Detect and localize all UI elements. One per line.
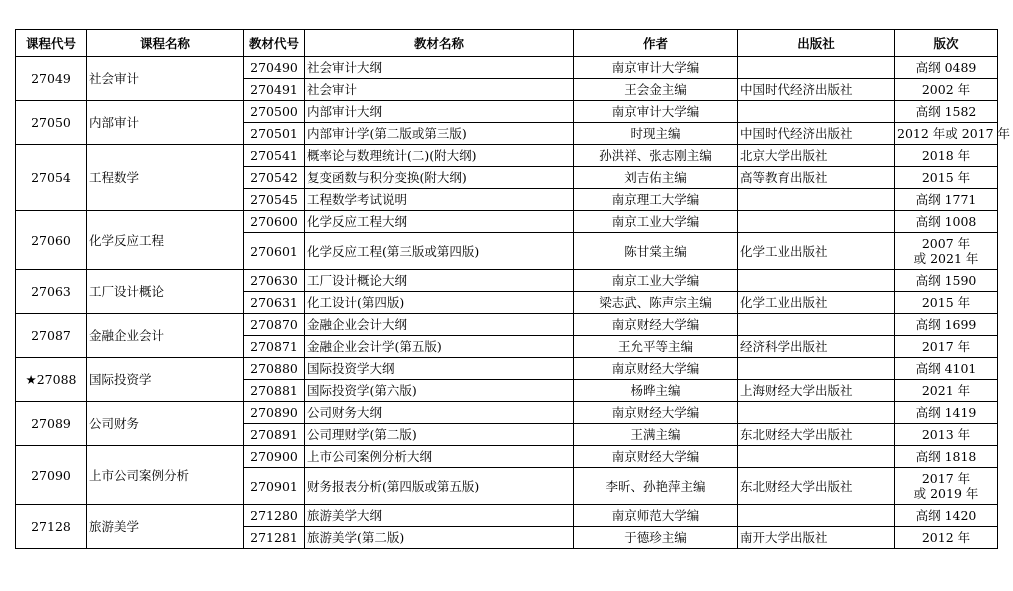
book-author: 南京财经大学编	[574, 314, 738, 336]
book-title: 社会审计	[305, 79, 574, 101]
book-author: 南京工业大学编	[574, 211, 738, 233]
book-author: 王允平等主编	[574, 336, 738, 358]
book-publisher	[738, 505, 895, 527]
book-edition: 2012 年或 2017 年	[895, 123, 998, 145]
book-edition: 高纲 1420	[895, 505, 998, 527]
table-row	[16, 57, 998, 79]
book-publisher	[738, 358, 895, 380]
book-code: 270491	[244, 79, 305, 101]
book-publisher	[738, 189, 895, 211]
book-code: 270900	[244, 446, 305, 468]
book-title: 化工设计(第四版)	[305, 292, 574, 314]
table-row	[16, 211, 998, 233]
course-code: 27054	[16, 145, 87, 211]
book-author: 杨晔主编	[574, 380, 738, 402]
header-book-code: 教材代号	[244, 30, 305, 57]
table-row	[16, 505, 998, 527]
book-publisher	[738, 57, 895, 79]
course-name: 内部审计	[87, 101, 244, 145]
book-edition: 高纲 1590	[895, 270, 998, 292]
book-title: 公司财务大纲	[305, 402, 574, 424]
book-publisher: 上海财经大学出版社	[738, 380, 895, 402]
book-code: 270630	[244, 270, 305, 292]
book-edition: 2002 年	[895, 79, 998, 101]
book-title: 旅游美学(第二版)	[305, 527, 574, 549]
book-author: 刘吉佑主编	[574, 167, 738, 189]
header-book-title: 教材名称	[305, 30, 574, 57]
book-title: 金融企业会计学(第五版)	[305, 336, 574, 358]
book-author: 于德珍主编	[574, 527, 738, 549]
book-code: 270871	[244, 336, 305, 358]
book-code: 271281	[244, 527, 305, 549]
book-title: 复变函数与积分变换(附大纲)	[305, 167, 574, 189]
book-edition: 2021 年	[895, 380, 998, 402]
course-name: 工厂设计概论	[87, 270, 244, 314]
book-code: 270880	[244, 358, 305, 380]
course-code: 27063	[16, 270, 87, 314]
edition-line: 2017 年	[921, 471, 971, 486]
book-edition: 高纲 1582	[895, 101, 998, 123]
book-author: 南京师范大学编	[574, 505, 738, 527]
table-row	[16, 101, 998, 123]
book-code: 271280	[244, 505, 305, 527]
book-publisher: 南开大学出版社	[738, 527, 895, 549]
course-name: 化学反应工程	[87, 211, 244, 270]
book-edition: 2018 年	[895, 145, 998, 167]
book-publisher: 中国时代经济出版社	[738, 123, 895, 145]
book-publisher: 化学工业出版社	[738, 292, 895, 314]
table-row	[16, 314, 998, 336]
header-edition: 版次	[895, 30, 998, 57]
book-code: 270631	[244, 292, 305, 314]
book-author: 南京财经大学编	[574, 402, 738, 424]
table-row	[16, 358, 998, 380]
book-publisher: 北京大学出版社	[738, 145, 895, 167]
book-title: 旅游美学大纲	[305, 505, 574, 527]
book-publisher: 高等教育出版社	[738, 167, 895, 189]
book-publisher	[738, 211, 895, 233]
table-row	[16, 402, 998, 424]
book-edition: 高纲 1419	[895, 402, 998, 424]
book-code: 270891	[244, 424, 305, 446]
header-row	[16, 30, 998, 57]
book-author: 南京理工大学编	[574, 189, 738, 211]
book-edition: 2015 年	[895, 292, 998, 314]
book-author: 孙洪祥、张志刚主编	[574, 145, 738, 167]
book-title: 工程数学考试说明	[305, 189, 574, 211]
book-title: 财务报表分析(第四版或第五版)	[305, 468, 574, 505]
book-title: 化学反应工程(第三版或第四版)	[305, 233, 574, 270]
course-code: 27049	[16, 57, 87, 101]
course-code: 27089	[16, 402, 87, 446]
book-author: 南京财经大学编	[574, 358, 738, 380]
course-code: 27128	[16, 505, 87, 549]
book-publisher	[738, 446, 895, 468]
book-edition	[895, 468, 998, 505]
textbook-table	[15, 29, 1011, 549]
book-publisher	[738, 270, 895, 292]
course-name: 社会审计	[87, 57, 244, 101]
book-code: 270600	[244, 211, 305, 233]
book-edition: 2012 年	[895, 527, 998, 549]
book-code: 270545	[244, 189, 305, 211]
book-author: 陈甘棠主编	[574, 233, 738, 270]
book-code: 270501	[244, 123, 305, 145]
course-name: 工程数学	[87, 145, 244, 211]
book-code: 270870	[244, 314, 305, 336]
book-code: 270490	[244, 57, 305, 79]
header-author: 作者	[574, 30, 738, 57]
book-edition	[895, 233, 998, 270]
table-row	[16, 270, 998, 292]
book-edition: 高纲 1008	[895, 211, 998, 233]
course-name: 上市公司案例分析	[87, 446, 244, 505]
course-code: 27087	[16, 314, 87, 358]
book-edition: 2015 年	[895, 167, 998, 189]
book-author: 南京财经大学编	[574, 446, 738, 468]
book-title: 公司理财学(第二版)	[305, 424, 574, 446]
book-author: 李昕、孙艳萍主编	[574, 468, 738, 505]
edition-line: 或 2019 年	[913, 486, 979, 501]
book-title: 国际投资学(第六版)	[305, 380, 574, 402]
course-name: 金融企业会计	[87, 314, 244, 358]
course-code: 27090	[16, 446, 87, 505]
book-title: 内部审计大纲	[305, 101, 574, 123]
book-edition: 2013 年	[895, 424, 998, 446]
book-edition: 高纲 0489	[895, 57, 998, 79]
book-author: 南京工业大学编	[574, 270, 738, 292]
book-edition: 高纲 4101	[895, 358, 998, 380]
book-author: 南京审计大学编	[574, 101, 738, 123]
book-title: 概率论与数理统计(二)(附大纲)	[305, 145, 574, 167]
book-edition: 高纲 1818	[895, 446, 998, 468]
book-publisher: 东北财经大学出版社	[738, 424, 895, 446]
course-code: ★27088	[16, 358, 87, 402]
book-title: 社会审计大纲	[305, 57, 574, 79]
book-publisher: 东北财经大学出版社	[738, 468, 895, 505]
course-name: 国际投资学	[87, 358, 244, 402]
header-course-code: 课程代号	[16, 30, 87, 57]
book-publisher: 中国时代经济出版社	[738, 79, 895, 101]
book-publisher: 化学工业出版社	[738, 233, 895, 270]
course-code: 27050	[16, 101, 87, 145]
book-title: 国际投资学大纲	[305, 358, 574, 380]
book-edition: 高纲 1771	[895, 189, 998, 211]
course-name: 公司财务	[87, 402, 244, 446]
book-publisher	[738, 101, 895, 123]
book-author: 南京审计大学编	[574, 57, 738, 79]
book-code: 270500	[244, 101, 305, 123]
book-code: 270541	[244, 145, 305, 167]
book-code: 270542	[244, 167, 305, 189]
book-publisher	[738, 402, 895, 424]
book-code: 270601	[244, 233, 305, 270]
course-code: 27060	[16, 211, 87, 270]
book-code: 270890	[244, 402, 305, 424]
book-author: 王会金主编	[574, 79, 738, 101]
edition-line: 2007 年	[921, 236, 971, 251]
table-row	[16, 446, 998, 468]
table-row	[16, 145, 998, 167]
book-author: 时现主编	[574, 123, 738, 145]
course-name: 旅游美学	[87, 505, 244, 549]
book-title: 内部审计学(第二版或第三版)	[305, 123, 574, 145]
book-edition: 高纲 1699	[895, 314, 998, 336]
edition-line: 或 2021 年	[913, 251, 979, 266]
book-publisher: 经济科学出版社	[738, 336, 895, 358]
book-title: 上市公司案例分析大纲	[305, 446, 574, 468]
header-publisher: 出版社	[738, 30, 895, 57]
book-title: 工厂设计概论大纲	[305, 270, 574, 292]
book-author: 王满主编	[574, 424, 738, 446]
header-course-name: 课程名称	[87, 30, 244, 57]
book-author: 梁志武、陈声宗主编	[574, 292, 738, 314]
book-code: 270901	[244, 468, 305, 505]
book-publisher	[738, 314, 895, 336]
book-code: 270881	[244, 380, 305, 402]
book-edition: 2017 年	[895, 336, 998, 358]
book-title: 金融企业会计大纲	[305, 314, 574, 336]
book-title: 化学反应工程大纲	[305, 211, 574, 233]
